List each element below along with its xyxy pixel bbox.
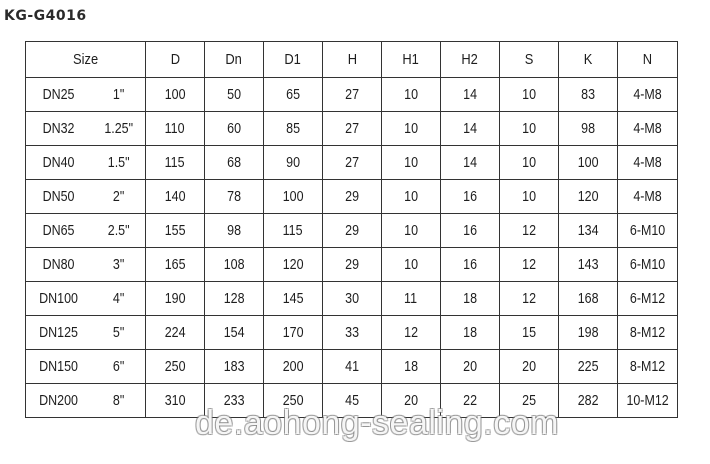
cell-n: 8-M12 bbox=[618, 350, 678, 384]
cell-inch: 4" bbox=[92, 282, 146, 316]
cell-k: 282 bbox=[559, 384, 618, 418]
cell-n: 6-M10 bbox=[618, 214, 678, 248]
cell-h1: 20 bbox=[382, 384, 441, 418]
table-row bbox=[26, 248, 678, 282]
header-cell: S bbox=[500, 42, 559, 78]
cell-dn: DN65 bbox=[26, 214, 92, 248]
cell-dn: DN100 bbox=[26, 282, 92, 316]
header-cell: H2 bbox=[441, 42, 500, 78]
cell-d: 115 bbox=[146, 146, 205, 180]
header-size: Size bbox=[26, 42, 146, 78]
cell-dn: 98 bbox=[205, 214, 264, 248]
document-title: KG-G4016 bbox=[4, 8, 87, 24]
cell-h2: 16 bbox=[441, 180, 500, 214]
cell-d1: 200 bbox=[264, 350, 323, 384]
cell-n: 6-M12 bbox=[618, 282, 678, 316]
cell-dn: DN80 bbox=[26, 248, 92, 282]
cell-dn: 50 bbox=[205, 78, 264, 112]
cell-k: 134 bbox=[559, 214, 618, 248]
cell-n: 4-M8 bbox=[618, 180, 678, 214]
table-row bbox=[26, 384, 678, 418]
watermark: de.aohong-sealing.com bbox=[195, 404, 559, 442]
cell-h2: 14 bbox=[441, 146, 500, 180]
cell-dn: DN25 bbox=[26, 78, 92, 112]
cell-dn: 108 bbox=[205, 248, 264, 282]
cell-n: 6-M10 bbox=[618, 248, 678, 282]
cell-d1: 145 bbox=[264, 282, 323, 316]
table-row bbox=[26, 214, 678, 248]
cell-inch: 6" bbox=[92, 350, 146, 384]
cell-inch: 1.25" bbox=[92, 112, 146, 146]
cell-h: 27 bbox=[323, 78, 382, 112]
cell-dn: 60 bbox=[205, 112, 264, 146]
cell-s: 10 bbox=[500, 180, 559, 214]
cell-inch: 3" bbox=[92, 248, 146, 282]
table-row bbox=[26, 146, 678, 180]
cell-dn: 128 bbox=[205, 282, 264, 316]
table-row bbox=[26, 78, 678, 112]
cell-d1: 85 bbox=[264, 112, 323, 146]
header-cell: N bbox=[618, 42, 678, 78]
cell-inch: 2.5" bbox=[92, 214, 146, 248]
cell-n: 10-M12 bbox=[618, 384, 678, 418]
cell-s: 10 bbox=[500, 78, 559, 112]
cell-h1: 10 bbox=[382, 146, 441, 180]
cell-s: 12 bbox=[500, 214, 559, 248]
cell-d1: 170 bbox=[264, 316, 323, 350]
cell-k: 100 bbox=[559, 146, 618, 180]
cell-inch: 5" bbox=[92, 316, 146, 350]
cell-inch: 2" bbox=[92, 180, 146, 214]
cell-dn: 154 bbox=[205, 316, 264, 350]
cell-dn: DN200 bbox=[26, 384, 92, 418]
cell-d: 165 bbox=[146, 248, 205, 282]
cell-s: 15 bbox=[500, 316, 559, 350]
cell-h2: 18 bbox=[441, 316, 500, 350]
cell-dn: 68 bbox=[205, 146, 264, 180]
cell-d: 100 bbox=[146, 78, 205, 112]
cell-h: 29 bbox=[323, 248, 382, 282]
cell-n: 4-M8 bbox=[618, 146, 678, 180]
table-body bbox=[26, 78, 678, 418]
cell-dn: DN32 bbox=[26, 112, 92, 146]
cell-k: 83 bbox=[559, 78, 618, 112]
dimension-table bbox=[25, 41, 678, 418]
cell-s: 12 bbox=[500, 248, 559, 282]
cell-s: 12 bbox=[500, 282, 559, 316]
cell-dn: 233 bbox=[205, 384, 264, 418]
cell-k: 120 bbox=[559, 180, 618, 214]
header-cell: H bbox=[323, 42, 382, 78]
cell-inch: 1.5" bbox=[92, 146, 146, 180]
cell-dn: DN150 bbox=[26, 350, 92, 384]
cell-d1: 90 bbox=[264, 146, 323, 180]
cell-h: 45 bbox=[323, 384, 382, 418]
cell-d: 110 bbox=[146, 112, 205, 146]
cell-h: 29 bbox=[323, 180, 382, 214]
cell-s: 10 bbox=[500, 146, 559, 180]
cell-h1: 12 bbox=[382, 316, 441, 350]
cell-inch: 8" bbox=[92, 384, 146, 418]
table-row bbox=[26, 112, 678, 146]
cell-n: 8-M12 bbox=[618, 316, 678, 350]
cell-k: 198 bbox=[559, 316, 618, 350]
cell-s: 25 bbox=[500, 384, 559, 418]
cell-d1: 250 bbox=[264, 384, 323, 418]
cell-n: 4-M8 bbox=[618, 112, 678, 146]
cell-h: 33 bbox=[323, 316, 382, 350]
cell-s: 10 bbox=[500, 112, 559, 146]
cell-h2: 18 bbox=[441, 282, 500, 316]
header-cell: D1 bbox=[264, 42, 323, 78]
cell-h2: 14 bbox=[441, 78, 500, 112]
cell-k: 168 bbox=[559, 282, 618, 316]
cell-d1: 65 bbox=[264, 78, 323, 112]
cell-k: 98 bbox=[559, 112, 618, 146]
cell-h1: 10 bbox=[382, 180, 441, 214]
cell-dn: 78 bbox=[205, 180, 264, 214]
table-header-row bbox=[26, 42, 678, 78]
header-cell: K bbox=[559, 42, 618, 78]
cell-n: 4-M8 bbox=[618, 78, 678, 112]
cell-inch: 1" bbox=[92, 78, 146, 112]
cell-h1: 11 bbox=[382, 282, 441, 316]
cell-s: 20 bbox=[500, 350, 559, 384]
header-cell: Dn bbox=[205, 42, 264, 78]
table-row bbox=[26, 316, 678, 350]
table-row bbox=[26, 282, 678, 316]
cell-h: 41 bbox=[323, 350, 382, 384]
cell-dn: DN40 bbox=[26, 146, 92, 180]
cell-h2: 20 bbox=[441, 350, 500, 384]
cell-h1: 10 bbox=[382, 214, 441, 248]
cell-h: 29 bbox=[323, 214, 382, 248]
header-cell: D bbox=[146, 42, 205, 78]
cell-dn: DN125 bbox=[26, 316, 92, 350]
cell-d: 190 bbox=[146, 282, 205, 316]
table-row bbox=[26, 350, 678, 384]
cell-d1: 120 bbox=[264, 248, 323, 282]
cell-h2: 14 bbox=[441, 112, 500, 146]
cell-d: 155 bbox=[146, 214, 205, 248]
cell-d: 140 bbox=[146, 180, 205, 214]
cell-h: 27 bbox=[323, 112, 382, 146]
table-row bbox=[26, 180, 678, 214]
cell-h2: 16 bbox=[441, 248, 500, 282]
cell-d: 310 bbox=[146, 384, 205, 418]
cell-h2: 22 bbox=[441, 384, 500, 418]
cell-d1: 115 bbox=[264, 214, 323, 248]
cell-h2: 16 bbox=[441, 214, 500, 248]
cell-d: 250 bbox=[146, 350, 205, 384]
header-cell: H1 bbox=[382, 42, 441, 78]
cell-h1: 10 bbox=[382, 78, 441, 112]
cell-d1: 100 bbox=[264, 180, 323, 214]
cell-dn: 183 bbox=[205, 350, 264, 384]
cell-k: 143 bbox=[559, 248, 618, 282]
cell-k: 225 bbox=[559, 350, 618, 384]
cell-h: 30 bbox=[323, 282, 382, 316]
cell-h1: 10 bbox=[382, 112, 441, 146]
cell-h1: 18 bbox=[382, 350, 441, 384]
cell-dn: DN50 bbox=[26, 180, 92, 214]
cell-h: 27 bbox=[323, 146, 382, 180]
cell-h1: 10 bbox=[382, 248, 441, 282]
cell-d: 224 bbox=[146, 316, 205, 350]
